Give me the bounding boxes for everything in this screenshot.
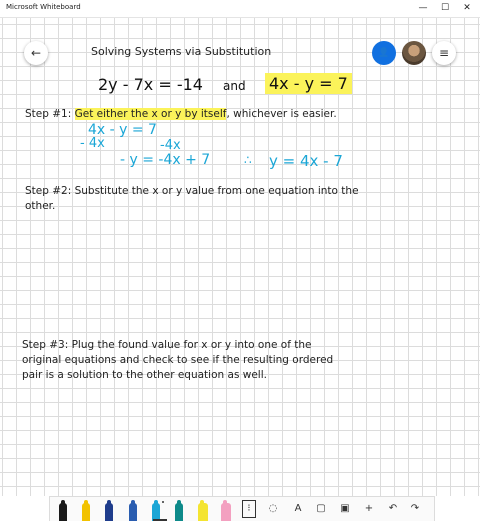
window-title: Microsoft Whiteboard [6, 3, 81, 11]
step1-rest: , whichever is easier. [226, 108, 337, 120]
board-title: Solving Systems via Substitution [91, 45, 272, 58]
ruler-icon[interactable]: ⁝ [242, 500, 256, 518]
equation-2: 4x - y = 7 [265, 73, 352, 94]
close-button[interactable]: ✕ [463, 3, 471, 13]
selected-pen-dot [162, 501, 164, 503]
step1-label: Step #1: [25, 108, 75, 120]
insert-icon[interactable]: + [364, 503, 374, 514]
share-user-button[interactable] [372, 41, 396, 65]
eraser-tool[interactable] [217, 497, 235, 521]
hamburger-icon: ≡ [438, 46, 450, 60]
text-icon[interactable]: A [294, 503, 302, 514]
work-result: y = 4x - 7 [269, 152, 343, 170]
teal-pen-tool[interactable] [170, 497, 188, 521]
and-label: and [223, 79, 246, 93]
step3-text: Step #3: Plug the found value for x or y into one of the original equations and check to see if the resulting ordered pair is a solution to the other equation as well. [22, 339, 334, 381]
work-line-2b: -4x [160, 138, 181, 153]
image-icon[interactable]: ▣ [340, 503, 350, 514]
redo-icon[interactable]: ↷ [410, 503, 420, 514]
sticky-note-icon[interactable]: ▢ [316, 503, 326, 514]
therefore-symbol: ∴ [244, 153, 252, 167]
work-line-1: 4x - y = 7 [88, 122, 157, 138]
equation-1: 2y - 7x = -14 [98, 75, 203, 94]
work-line-2a: - 4x [80, 136, 105, 151]
back-button[interactable] [24, 41, 48, 65]
step1-highlight: Get either the x or y by itself [74, 108, 227, 120]
maximize-button[interactable]: ☐ [440, 3, 450, 13]
work-line-3: - y = -4x + 7 [120, 152, 211, 168]
step1-text [25, 107, 405, 122]
highlighter-tool[interactable] [194, 497, 212, 521]
step2-text: Step #2: Substitute the x or y value from one equation into the other. [25, 185, 359, 212]
lasso-icon[interactable]: ◌ [268, 503, 278, 514]
minimize-button[interactable]: — [418, 3, 428, 13]
back-arrow-icon: ← [30, 46, 42, 60]
black-pen-tool[interactable] [54, 497, 72, 521]
title-bar [0, 0, 480, 18]
menu-button[interactable] [432, 41, 456, 65]
person-icon: 👤 [378, 48, 390, 58]
inking-toolbar [49, 496, 435, 521]
blue-pen-tool[interactable] [100, 497, 118, 521]
avatar[interactable] [402, 41, 426, 65]
yellow-pen-tool[interactable] [77, 497, 95, 521]
blue-pen-2-tool[interactable] [124, 497, 142, 521]
undo-icon[interactable]: ↶ [388, 503, 398, 514]
